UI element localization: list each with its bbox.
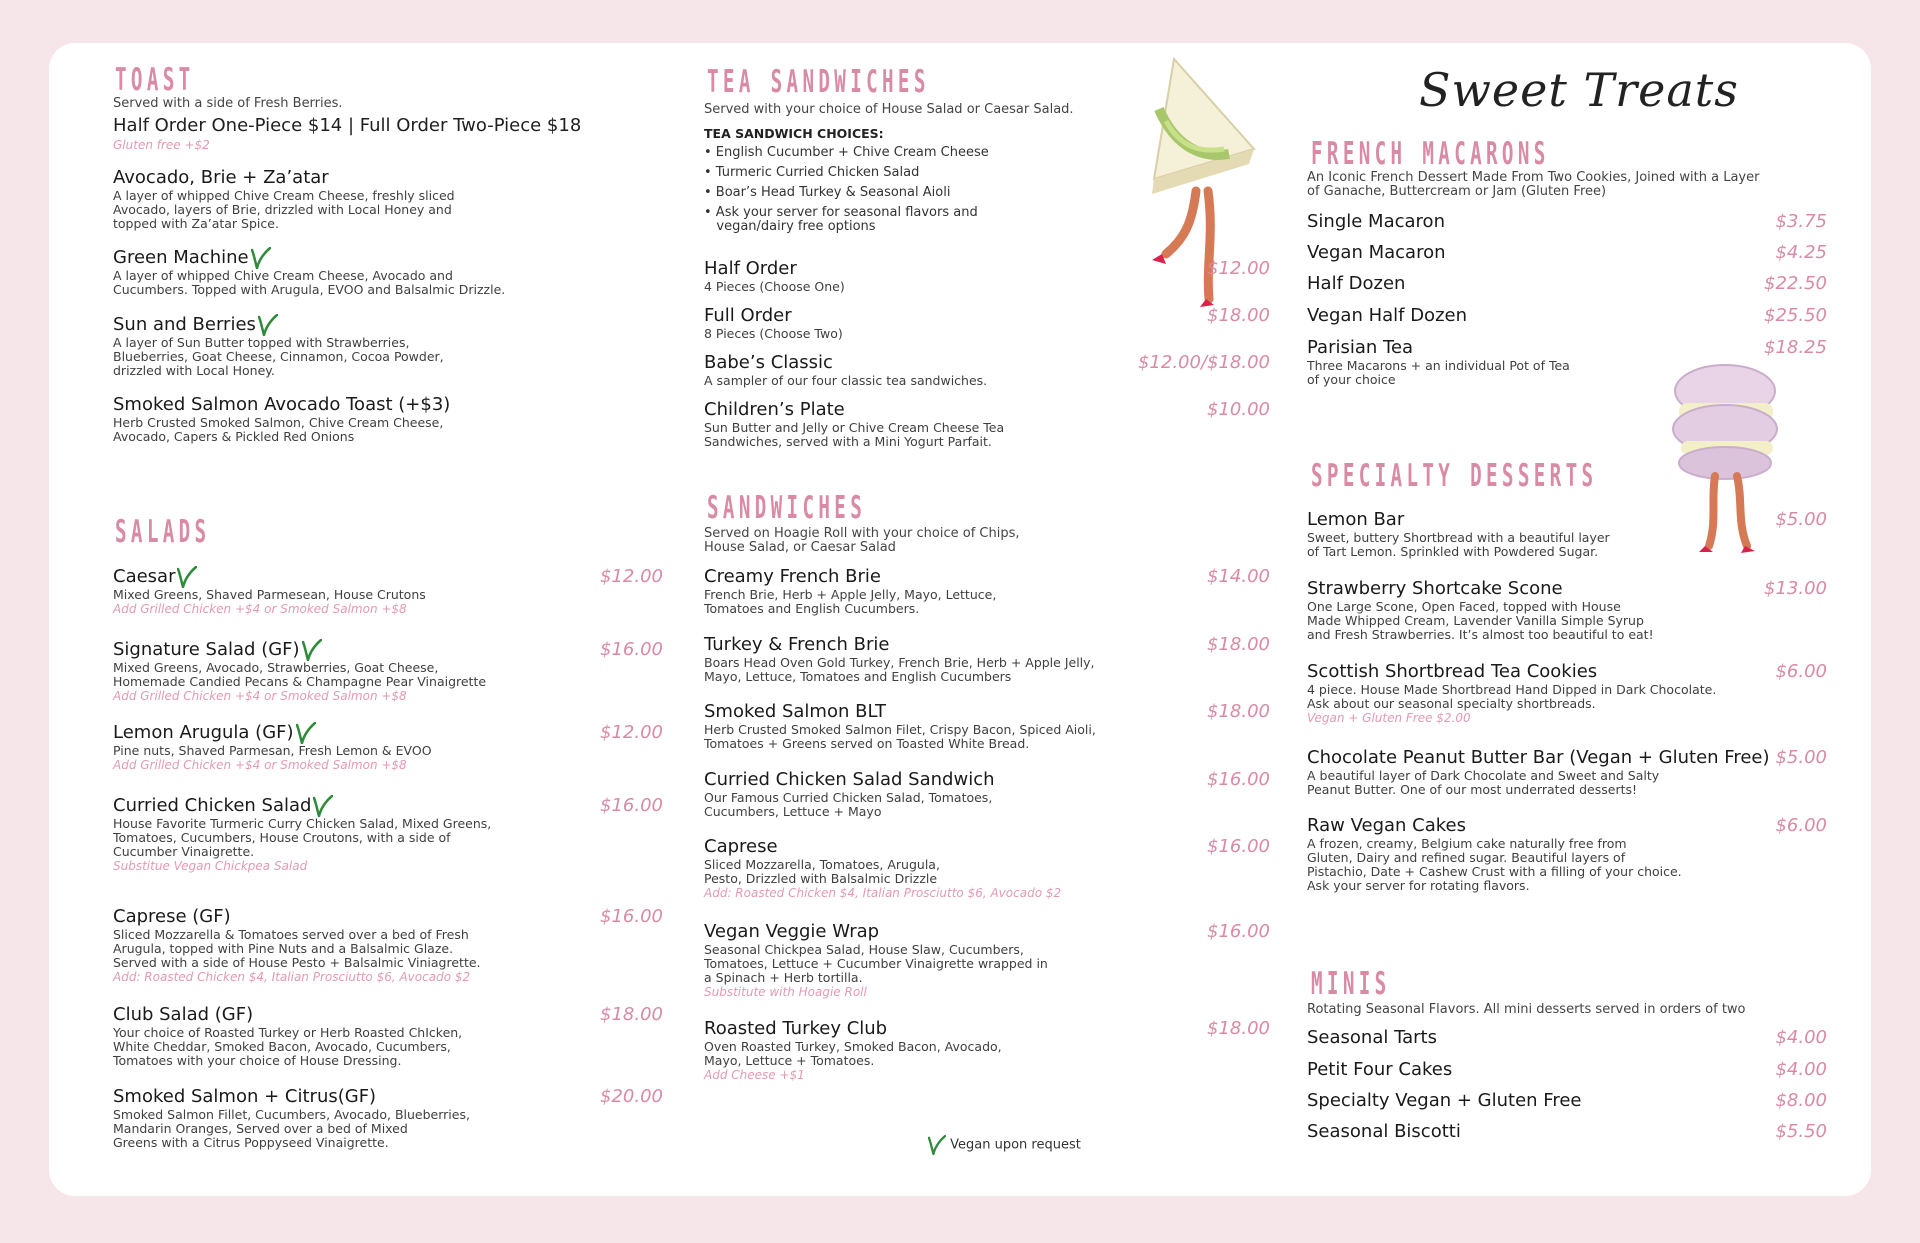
- item-addon: Add Grilled Chicken +$4 or Smoked Salmon +$8: [113, 602, 407, 616]
- item-name: Half Dozen: [1307, 273, 1406, 294]
- item-desc: Tomatoes + Greens served on Toasted White Bread.: [704, 736, 1030, 751]
- list-item: • English Cucumber + Chive Cream Cheese: [704, 145, 989, 160]
- item-name: Green Machine: [113, 247, 249, 268]
- item-desc: French Brie, Herb + Apple Jelly, Mayo, Lettuce,: [704, 587, 997, 602]
- menu-item: [113, 394, 450, 444]
- item-desc: Sandwiches, served with a Mini Yogurt Parfait.: [704, 434, 992, 449]
- item-desc: Mixed Greens, Avocado, Strawberries, Goat Cheese,: [113, 660, 439, 675]
- item-addon: Substitue Vegan Chickpea Salad: [113, 859, 308, 873]
- item-desc: Sliced Mozzarella, Tomatoes, Arugula,: [704, 857, 940, 872]
- item-desc: A layer of whipped Chive Cream Cheese, freshly sliced: [113, 188, 455, 203]
- item-name: Creamy French Brie: [704, 566, 881, 587]
- menu-item: [704, 634, 1280, 684]
- item-desc: Pesto, Drizzled with Balsalmic Drizzle: [704, 871, 938, 886]
- item-price: $4.00: [1775, 1059, 1827, 1080]
- item-desc: Made Whipped Cream, Lavender Vanilla Simple Syrup: [1307, 613, 1644, 628]
- item-desc: Tomatoes and English Cucumbers.: [704, 601, 920, 616]
- item-desc: Smoked Salmon Fillet, Cucumbers, Avocado, Blueberries,: [113, 1107, 470, 1122]
- tea-served: Served with your choice of House Salad or Caesar Salad.: [704, 102, 1074, 117]
- menu-item: [113, 167, 455, 231]
- item-desc: Oven Roasted Turkey, Smoked Bacon, Avocado,: [704, 1039, 1002, 1054]
- item-desc: Arugula, topped with Pine Nuts and a Balsalmic Glaze.: [113, 941, 454, 956]
- list-item: vegan/dairy free options: [704, 219, 876, 234]
- item-name: Lemon Bar: [1307, 509, 1405, 530]
- item-price: $4.00: [1775, 1027, 1827, 1048]
- served-line: House Salad, or Caesar Salad: [704, 540, 896, 555]
- item-price: $16.00: [600, 639, 663, 660]
- item-price: $16.00: [1207, 836, 1270, 857]
- menu-item: [1307, 242, 1827, 264]
- item-price: $4.25: [1775, 242, 1827, 263]
- item-desc: Sweet, buttery Shortbread with a beautiful layer: [1307, 530, 1610, 545]
- item-desc: Avocado, layers of Brie, drizzled with Local Honey and: [113, 202, 452, 217]
- item-name: Babe’s Classic: [704, 352, 833, 373]
- vegan-leaf-icon: [251, 247, 271, 269]
- item-desc: 4 Pieces (Choose One): [704, 279, 845, 294]
- item-price: $14.00: [1207, 566, 1270, 587]
- item-price: $12.00: [1207, 258, 1270, 279]
- item-addon: Add: Roasted Chicken $4, Italian Prosciutto $6, Avocado $2: [704, 886, 1062, 900]
- item-addon: Substitute with Hoagie Roll: [704, 985, 867, 999]
- item-price: $18.25: [1764, 337, 1827, 358]
- menu-item: [704, 258, 1280, 294]
- item-price: $18.00: [1207, 305, 1270, 326]
- menu-item: [113, 795, 663, 874]
- item-desc: 8 Pieces (Choose Two): [704, 326, 843, 341]
- item-desc: a Spinach + Herb tortilla.: [704, 970, 863, 985]
- sandwiches-served: [704, 527, 1020, 555]
- menu-item: [704, 305, 1280, 341]
- item-desc: Your choice of Roasted Turkey or Herb Roasted ChIcken,: [113, 1025, 463, 1040]
- menu-item: [1307, 509, 1827, 559]
- item-price: $16.00: [600, 795, 663, 816]
- item-name: Caesar: [113, 566, 176, 587]
- item-desc: Served with a side of House Pesto + Balsalmic Viniagrette.: [113, 955, 481, 970]
- menu-item: [1307, 211, 1827, 233]
- item-desc: Gluten, Dairy and refined sugar. Beautiful layers of: [1307, 850, 1626, 865]
- item-desc: Mayo, Lettuce, Tomatoes and English Cucumbers: [704, 669, 1012, 684]
- item-price: $18.00: [1207, 634, 1270, 655]
- item-desc: Ask your server for rotating flavors.: [1307, 878, 1530, 893]
- vegan-leaf-icon: [302, 639, 322, 661]
- item-price: $16.00: [1207, 769, 1270, 790]
- vegan-leaf-icon: [928, 1135, 946, 1155]
- item-price: $12.00/$18.00: [1137, 352, 1270, 373]
- item-desc: One Large Scone, Open Faced, topped with House: [1307, 599, 1621, 614]
- item-name: Strawberry Shortcake Scone: [1307, 578, 1563, 599]
- minis-heading: MINIS: [1311, 966, 1391, 1002]
- menu-item: [704, 566, 1280, 616]
- menu-item: [113, 247, 505, 297]
- item-desc: Mayo, Lettuce + Tomatoes.: [704, 1053, 875, 1068]
- menu-item: [1307, 273, 1827, 295]
- menu-item: [113, 566, 663, 617]
- item-desc: Herb Crusted Smoked Salmon Filet, Crispy Bacon, Spiced Aioli,: [704, 722, 1096, 737]
- item-name: Full Order: [704, 305, 792, 326]
- vegan-leaf-icon: [313, 795, 333, 817]
- item-name: Chocolate Peanut Butter Bar (Vegan + Gluten Free): [1307, 747, 1770, 768]
- item-name: Caprese: [704, 836, 778, 857]
- item-name: Petit Four Cakes: [1307, 1059, 1453, 1080]
- item-desc: Cucumbers, Lettuce + Mayo: [704, 804, 882, 819]
- item-desc: Homemade Candied Pecans & Champagne Pear Vinaigrette: [113, 674, 487, 689]
- menu-item: [1307, 305, 1827, 327]
- item-name: Avocado, Brie + Za’atar: [113, 167, 329, 188]
- tea-choices-list: [704, 143, 989, 234]
- french-macarons-heading: FRENCH MACARONS: [1311, 136, 1550, 172]
- menu-item: [113, 314, 444, 378]
- item-desc: Peanut Butter. One of our most underrated desserts!: [1307, 782, 1638, 797]
- desc-line: An Iconic French Dessert Made From Two Cookies, Joined with a Layer: [1307, 170, 1760, 185]
- item-name: Curried Chicken Salad Sandwich: [704, 769, 995, 790]
- item-desc: Mandarin Oranges, Served over a bed of Mixed: [113, 1121, 408, 1136]
- item-desc: Sliced Mozzarella & Tomatoes served over a bed of Fresh: [113, 927, 469, 942]
- item-price: $16.00: [600, 906, 663, 927]
- item-desc: Pistachio, Date + Cashew Crust with a filling of your choice.: [1307, 864, 1682, 879]
- item-desc: Our Famous Curried Chicken Salad, Tomatoes,: [704, 790, 993, 805]
- item-desc: A layer of whipped Chive Cream Cheese, Avocado and: [113, 268, 453, 283]
- item-name: Vegan Macaron: [1307, 242, 1446, 263]
- item-name: Specialty Vegan + Gluten Free: [1307, 1090, 1582, 1111]
- toast-gluten-free: Gluten free +$2: [113, 138, 210, 152]
- minis-desc: Rotating Seasonal Flavors. All mini desserts served in orders of two: [1307, 1002, 1746, 1017]
- menu-item: [1307, 661, 1827, 726]
- item-desc: Tomatoes with your choice of House Dressing.: [113, 1053, 402, 1068]
- menu-item: [1307, 1121, 1827, 1143]
- item-price: $8.00: [1775, 1090, 1827, 1111]
- item-name: Caprese (GF): [113, 906, 231, 927]
- item-price: $6.00: [1775, 815, 1827, 836]
- item-desc: of your choice: [1307, 372, 1396, 387]
- item-name: Vegan Half Dozen: [1307, 305, 1468, 326]
- sandwiches-heading: SANDWICHES: [707, 490, 867, 526]
- tea-sandwiches-heading: TEA SANDWICHES: [707, 64, 930, 100]
- menu-item: [704, 836, 1280, 901]
- item-addon: Vegan + Gluten Free $2.00: [1307, 711, 1471, 725]
- item-price: $13.00: [1764, 578, 1827, 599]
- menu-item: [1307, 578, 1827, 642]
- item-name: Smoked Salmon Avocado Toast (+$3): [113, 394, 451, 415]
- menu-card: [49, 43, 1871, 1196]
- item-desc: A layer of Sun Butter topped with Strawberries,: [113, 335, 410, 350]
- item-desc: Blueberries, Goat Cheese, Cinnamon, Cocoa Powder,: [113, 349, 444, 364]
- menu-item: [113, 722, 663, 773]
- item-price: $10.00: [1207, 399, 1270, 420]
- item-desc: White Cheddar, Smoked Bacon, Avocado, Cucumbers,: [113, 1039, 451, 1054]
- toast-heading: TOAST: [115, 62, 195, 98]
- item-price: $18.00: [1207, 701, 1270, 722]
- item-desc: A frozen, creamy, Belgium cake naturally free from: [1307, 836, 1627, 851]
- item-name: Seasonal Tarts: [1307, 1027, 1437, 1048]
- item-name: Club Salad (GF): [113, 1004, 254, 1025]
- item-desc: drizzled with Local Honey.: [113, 363, 275, 378]
- sweet-treats-title: Sweet Treats: [1419, 63, 1739, 117]
- menu-item: [704, 769, 1280, 819]
- list-item: • Ask your server for seasonal flavors and: [704, 205, 978, 220]
- item-desc: A beautiful layer of Dark Chocolate and Sweet and Salty: [1307, 768, 1660, 783]
- item-desc: Ask about our seasonal specialty shortbreads.: [1307, 696, 1596, 711]
- item-desc: Pine nuts, Shaved Parmesan, Fresh Lemon & EVOO: [113, 743, 432, 758]
- item-desc: Cucumbers. Topped with Arugula, EVOO and Balsalmic Drizzle.: [113, 282, 506, 297]
- item-name: Children’s Plate: [704, 399, 845, 420]
- menu-item: [113, 639, 663, 704]
- macarons-desc: [1307, 171, 1759, 199]
- vegan-leaf-icon: [296, 722, 316, 744]
- salads-heading: SALADS: [115, 514, 211, 550]
- item-desc: Mixed Greens, Shaved Parmesean, House Crutons: [113, 587, 426, 602]
- item-desc: Three Macarons + an individual Pot of Tea: [1307, 358, 1570, 373]
- item-desc: 4 piece. House Made Shortbread Hand Dipped in Dark Chocolate.: [1307, 682, 1717, 697]
- item-price: $22.50: [1764, 273, 1827, 294]
- vegan-leaf-icon: [177, 566, 197, 588]
- item-desc: Sun Butter and Jelly or Chive Cream Cheese Tea: [704, 420, 1005, 435]
- item-desc: topped with Za’atar Spice.: [113, 216, 279, 231]
- served-line: Served on Hoagie Roll with your choice of Chips,: [704, 526, 1020, 541]
- item-price: $12.00: [600, 722, 663, 743]
- item-price: $18.00: [600, 1004, 663, 1025]
- menu-item: [113, 1086, 663, 1150]
- vegan-leaf-icon: [258, 314, 278, 336]
- tea-choices-title: TEA SANDWICH CHOICES:: [704, 126, 884, 141]
- item-desc: Seasonal Chickpea Salad, House Slaw, Cucumbers,: [704, 942, 1024, 957]
- item-price: $16.00: [1207, 921, 1270, 942]
- menu-item: [704, 701, 1280, 751]
- menu-item: [704, 1018, 1280, 1083]
- item-addon: Add Grilled Chicken +$4 or Smoked Salmon +$8: [113, 689, 407, 703]
- menu-item: [113, 1004, 663, 1068]
- item-name: Half Order: [704, 258, 797, 279]
- item-desc: of Tart Lemon. Sprinkled with Powdered Sugar.: [1307, 544, 1599, 559]
- toast-served: Served with a side of Fresh Berries.: [113, 96, 343, 111]
- menu-item: [113, 906, 663, 985]
- vegan-note-text: Vegan upon request: [950, 1137, 1081, 1153]
- menu-item: [704, 352, 1280, 388]
- item-addon: Add Grilled Chicken +$4 or Smoked Salmon +$8: [113, 758, 407, 772]
- item-price: $20.00: [600, 1086, 663, 1107]
- item-price: $18.00: [1207, 1018, 1270, 1039]
- item-name: Turkey & French Brie: [704, 634, 890, 655]
- item-price: $12.00: [600, 566, 663, 587]
- item-desc: Avocado, Capers & Pickled Red Onions: [113, 429, 355, 444]
- desc-line: of Ganache, Buttercream or Jam (Gluten Free): [1307, 184, 1607, 199]
- item-price: $25.50: [1764, 305, 1827, 326]
- menu-item: [1307, 747, 1827, 797]
- item-price: $6.00: [1775, 661, 1827, 682]
- item-desc: House Favorite Turmeric Curry Chicken Salad, Mixed Greens,: [113, 816, 492, 831]
- item-name: Sun and Berries: [113, 314, 256, 335]
- item-addon: Add: Roasted Chicken $4, Italian Prosciutto $6, Avocado $2: [113, 970, 471, 984]
- item-desc: Tomatoes, Lettuce + Cucumber Vinaigrette wrapped in: [704, 956, 1048, 971]
- specialty-desserts-heading: SPECIALTY DESSERTS: [1311, 458, 1598, 494]
- item-name: Curried Chicken Salad: [113, 795, 312, 816]
- list-item: • Turmeric Curried Chicken Salad: [704, 165, 920, 180]
- item-desc: and Fresh Strawberries. It’s almost too beautiful to eat!: [1307, 627, 1654, 642]
- item-desc: A sampler of our four classic tea sandwiches.: [704, 373, 988, 388]
- item-desc: Boars Head Oven Gold Turkey, French Brie, Herb + Apple Jelly,: [704, 655, 1095, 670]
- item-desc: Tomatoes, Cucumbers, House Croutons, with a side of: [113, 830, 451, 845]
- menu-item: [1307, 1059, 1827, 1081]
- menu-item: [1307, 815, 1827, 893]
- item-desc: Cucumber Vinaigrette.: [113, 844, 255, 859]
- list-item: • Boar’s Head Turkey & Seasonal Aioli: [704, 185, 951, 200]
- item-desc: Herb Crusted Smoked Salmon, Chive Cream Cheese,: [113, 415, 444, 430]
- item-name: Signature Salad (GF): [113, 639, 300, 660]
- item-name: Scottish Shortbread Tea Cookies: [1307, 661, 1598, 682]
- menu-item: [704, 399, 1280, 449]
- menu-item: [1307, 1027, 1827, 1049]
- item-name: Smoked Salmon + Citrus(GF): [113, 1086, 377, 1107]
- item-price: $5.00: [1775, 509, 1827, 530]
- toast-order-prices: Half Order One-Piece $14 | Full Order Two-Piece $18: [113, 115, 582, 136]
- item-name: Lemon Arugula (GF): [113, 722, 294, 743]
- menu-item: [1307, 1090, 1827, 1112]
- item-name: Smoked Salmon BLT: [704, 701, 887, 722]
- item-name: Raw Vegan Cakes: [1307, 815, 1466, 836]
- item-price: $5.00: [1775, 747, 1827, 768]
- item-name: Parisian Tea: [1307, 337, 1414, 358]
- item-price: $5.50: [1775, 1121, 1827, 1142]
- vegan-note: [926, 1135, 1081, 1155]
- item-price: $3.75: [1775, 211, 1827, 232]
- item-name: Seasonal Biscotti: [1307, 1121, 1461, 1142]
- item-name: Single Macaron: [1307, 211, 1445, 232]
- menu-item: [704, 921, 1280, 1000]
- item-name: Roasted Turkey Club: [704, 1018, 888, 1039]
- item-addon: Add Cheese +$1: [704, 1068, 805, 1082]
- item-name: Vegan Veggie Wrap: [704, 921, 880, 942]
- item-desc: Greens with a Citrus Poppyseed Vinaigrette.: [113, 1135, 389, 1150]
